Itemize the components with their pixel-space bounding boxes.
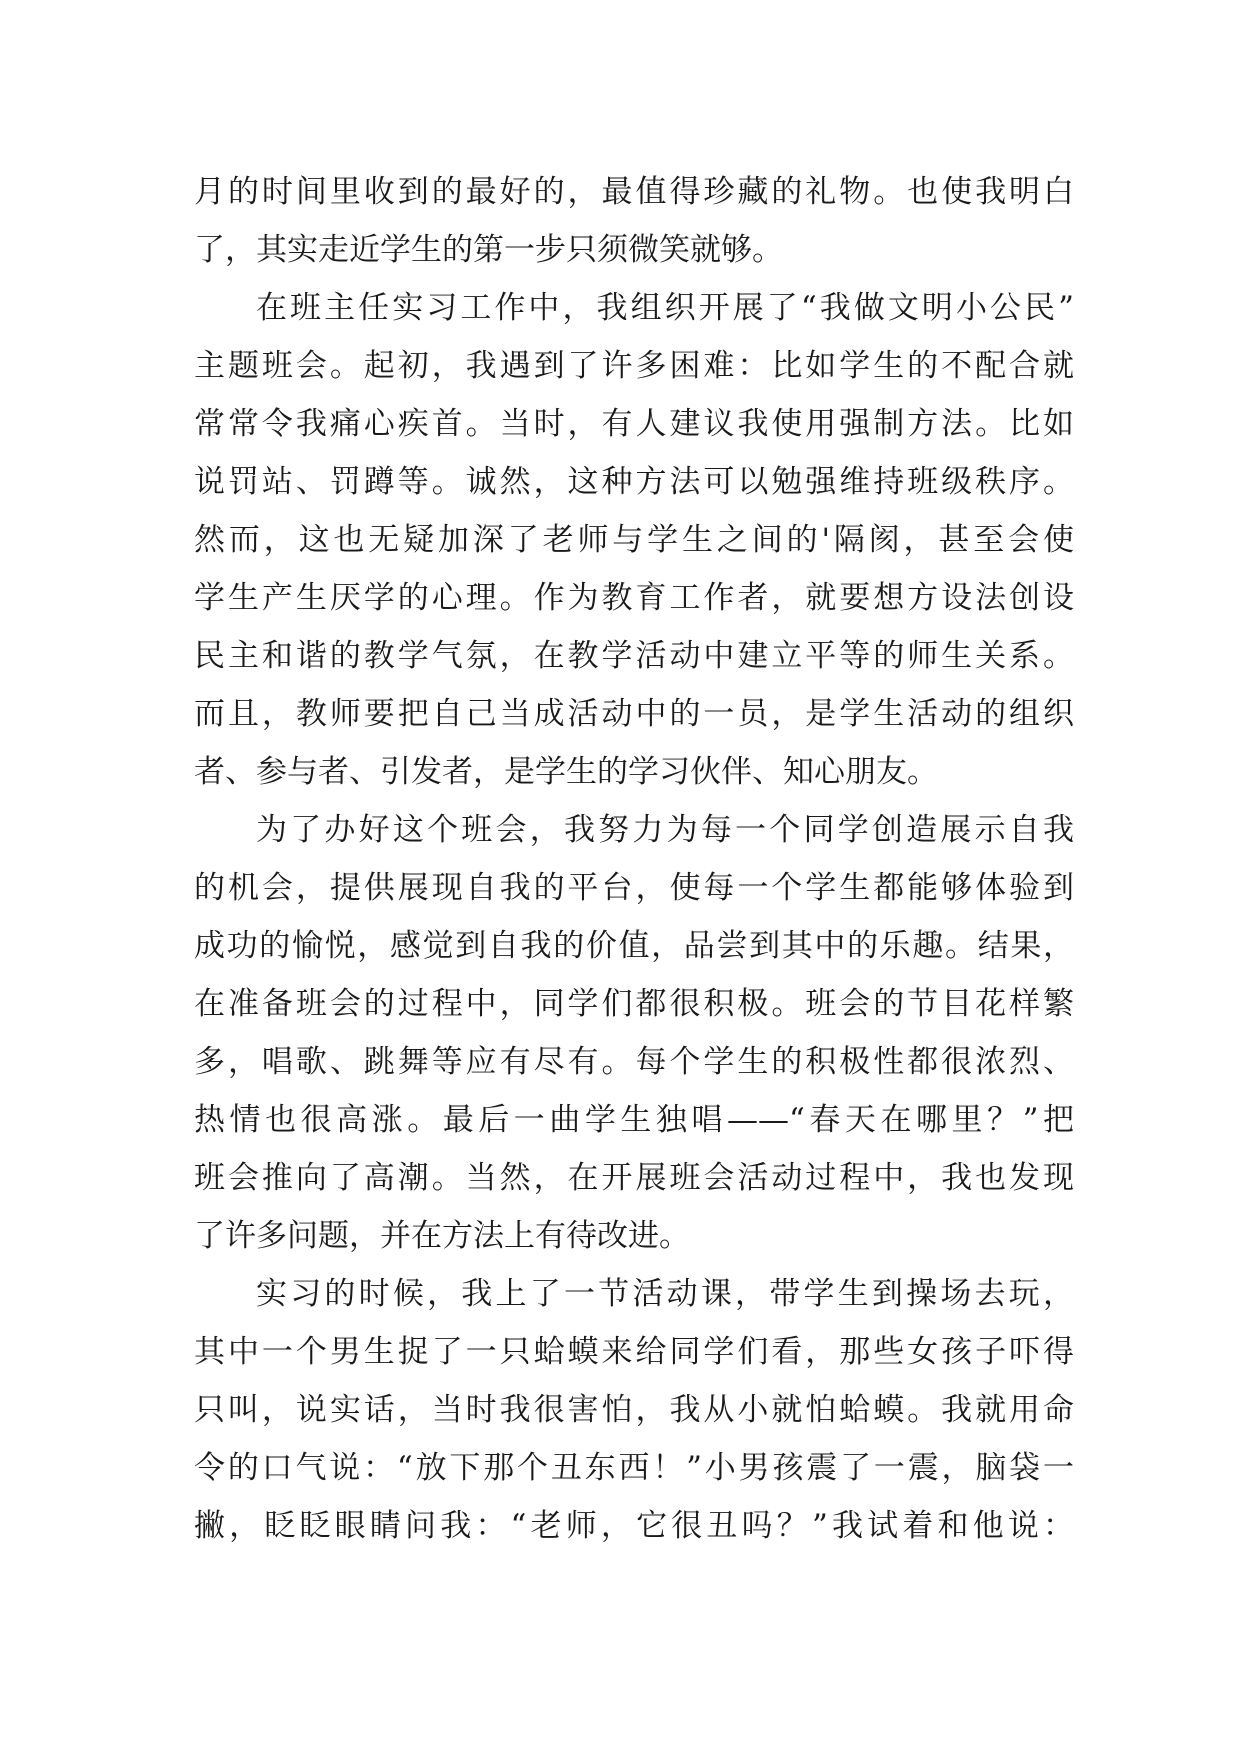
paragraph-4-line-4: 令的口气说：“放下那个丑东西！”小男孩震了一震，脑袋一 (194, 1450, 1074, 1486)
paragraph-2-line-5: 然而，这也无疑加深了老师与学生之间的'隔阂，甚至会使 (194, 522, 1074, 558)
paragraph-2-line-3: 常常令我痛心疾首。当时，有人建议我使用强制方法。比如 (194, 406, 1074, 442)
paragraph-4-line-3: 只叫，说实话，当时我很害怕，我从小就怕蛤蟆。我就用命 (194, 1392, 1074, 1428)
document-body (194, 163, 1074, 1555)
paragraph-4-line-5: 撇，眨眨眼睛问我：“老师，它很丑吗？”我试着和他说： (194, 1508, 1074, 1544)
paragraph-2-line-6: 学生产生厌学的心理。作为教育工作者，就要想方设法创设 (194, 580, 1074, 616)
paragraph-3-line-7: 班会推向了高潮。当然，在开展班会活动过程中，我也发现 (194, 1160, 1074, 1196)
paragraph-3-line-8: 了许多问题，并在方法上有待改进。 (194, 1218, 690, 1254)
paragraph-2-line-1: 在班主任实习工作中，我组织开展了“我做文明小公民” (256, 290, 1074, 326)
paragraph-1-line-2: 了，其实走近学生的第一步只须微笑就够。 (194, 232, 783, 268)
paragraph-3-line-4: 在准备班会的过程中，同学们都很积极。班会的节目花样繁 (194, 986, 1074, 1022)
paragraph-2-line-4: 说罚站、罚蹲等。诚然，这种方法可以勉强维持班级秩序。 (194, 464, 1074, 500)
paragraph-4-line-1: 实习的时候，我上了一节活动课，带学生到操场去玩， (256, 1276, 1074, 1312)
paragraph-1-line-1: 月的时间里收到的最好的，最值得珍藏的礼物。也使我明白 (194, 174, 1074, 210)
paragraph-3-line-3: 成功的愉悦，感觉到自我的价值，品尝到其中的乐趣。结果， (194, 928, 1074, 964)
paragraph-2-line-9: 者、参与者、引发者，是学生的学习伙伴、知心朋友。 (194, 754, 938, 790)
paragraph-3-line-5: 多，唱歌、跳舞等应有尽有。每个学生的积极性都很浓烈、 (194, 1044, 1074, 1080)
paragraph-3-line-6: 热情也很高涨。最后一曲学生独唱——“春天在哪里？”把 (194, 1102, 1074, 1138)
paragraph-3-line-2: 的机会，提供展现自我的平台，使每一个学生都能够体验到 (194, 870, 1074, 906)
paragraph-3-line-1: 为了办好这个班会，我努力为每一个同学创造展示自我 (256, 812, 1074, 848)
paragraph-2-line-7: 民主和谐的教学气氛，在教学活动中建立平等的师生关系。 (194, 638, 1074, 674)
paragraph-2-line-8: 而且，教师要把自己当成活动中的一员，是学生活动的组织 (194, 696, 1074, 732)
paragraph-2-line-2: 主题班会。起初，我遇到了许多困难：比如学生的不配合就 (194, 348, 1074, 384)
paragraph-4-line-2: 其中一个男生捉了一只蛤蟆来给同学们看，那些女孩子吓得 (194, 1334, 1074, 1370)
